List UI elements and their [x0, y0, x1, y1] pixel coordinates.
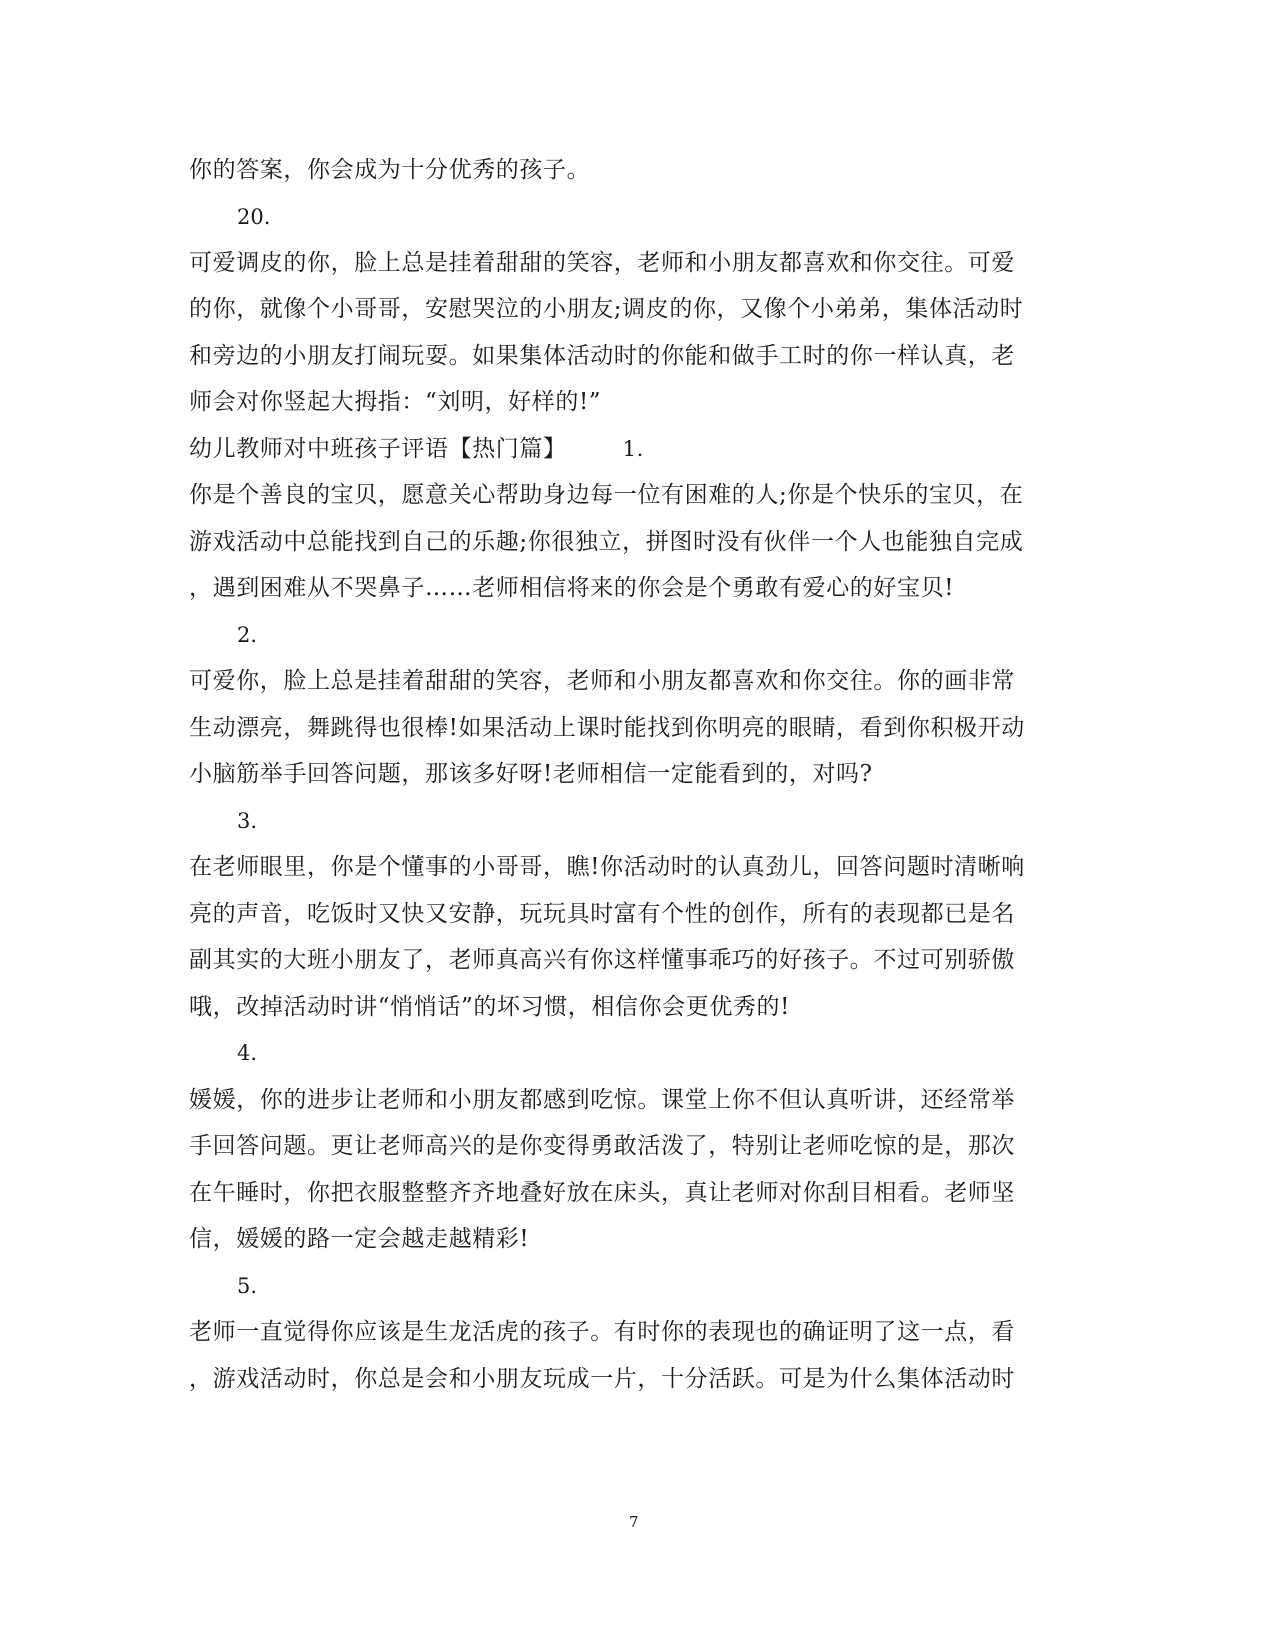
text-line: 的你，就像个小哥哥，安慰哭泣的小朋友;调皮的你，又像个小弟弟，集体活动时 — [189, 296, 1024, 322]
text-line: 和旁边的小朋友打闹玩耍。如果集体活动时的你能和做手工时的你一样认真，老 — [189, 343, 1015, 369]
text-line: 老师一直觉得你应该是生龙活虎的孩子。有时你的表现也的确证明了这一点，看 — [189, 1319, 1015, 1345]
item-number: 2. — [237, 623, 258, 647]
text-line: 在午睡时，你把衣服整整齐齐地叠好放在床头，真让老师对你刮目相看。老师坚 — [189, 1180, 1015, 1206]
text-line: 你是个善良的宝贝，愿意关心帮助身边每一位有困难的人;你是个快乐的宝贝，在 — [189, 482, 1024, 508]
item-number: 1. — [622, 437, 644, 461]
text-line: 游戏活动中总能找到自己的乐趣;你很独立，拼图时没有伙伴一个人也能独自完成 — [189, 529, 1024, 555]
text-line: 师会对你竖起大拇指：“刘明，好样的!” — [189, 389, 602, 415]
text-line: ，游戏活动时，你总是会和小朋友玩成一片，十分活跃。可是为什么集体活动时 — [189, 1366, 1015, 1392]
text-line: 副其实的大班小朋友了，老师真高兴有你这样懂事乖巧的好孩子。不过可别骄傲 — [189, 947, 1015, 973]
text-line: 小脑筋举手回答问题，那该多好呀!老师相信一定能看到的，对吗? — [189, 761, 873, 787]
text-line: 生动漂亮，舞跳得也很棒!如果活动上课时能找到你明亮的眼睛，看到你积极开动 — [189, 715, 1025, 741]
text-line: 在老师眼里，你是个懂事的小哥哥，瞧!你活动时的认真劲儿，回答问题时清晰响 — [189, 854, 1025, 880]
item-number: 20. — [237, 205, 271, 229]
text-line: 可爱你，脸上总是挂着甜甜的笑容，老师和小朋友都喜欢和你交往。你的画非常 — [189, 668, 1015, 694]
text-line: 手回答问题。更让老师高兴的是你变得勇敢活泼了，特别让老师吃惊的是，那次 — [189, 1133, 1015, 1159]
text-line: 亮的声音，吃饭时又快又安静，玩玩具时富有个性的创作，所有的表现都已是名 — [189, 901, 1015, 927]
item-number: 3. — [237, 809, 258, 833]
text-line: 可爱调皮的你，脸上总是挂着甜甜的笑容，老师和小朋友都喜欢和你交往。可爱 — [189, 250, 1015, 276]
text-line: 你的答案，你会成为十分优秀的孩子。 — [189, 157, 591, 183]
section-heading-text: 幼儿教师对中班孩子评语【热门篇】 — [189, 436, 567, 462]
page-number: 7 — [629, 1513, 639, 1531]
text-line: ，遇到困难从不哭鼻子……老师相信将来的你会是个勇敢有爱心的好宝贝! — [189, 575, 955, 601]
item-number: 4. — [237, 1041, 258, 1065]
text-line: 信，媛媛的路一定会越走越精彩! — [189, 1226, 530, 1252]
section-heading — [189, 434, 1089, 464]
text-line: 哦，改掉活动时讲“悄悄话”的坏习惯，相信你会更优秀的! — [189, 994, 790, 1020]
text-line: 媛媛，你的进步让老师和小朋友都感到吃惊。课堂上你不但认真听讲，还经常举 — [189, 1087, 1015, 1113]
item-number: 5. — [237, 1274, 258, 1298]
